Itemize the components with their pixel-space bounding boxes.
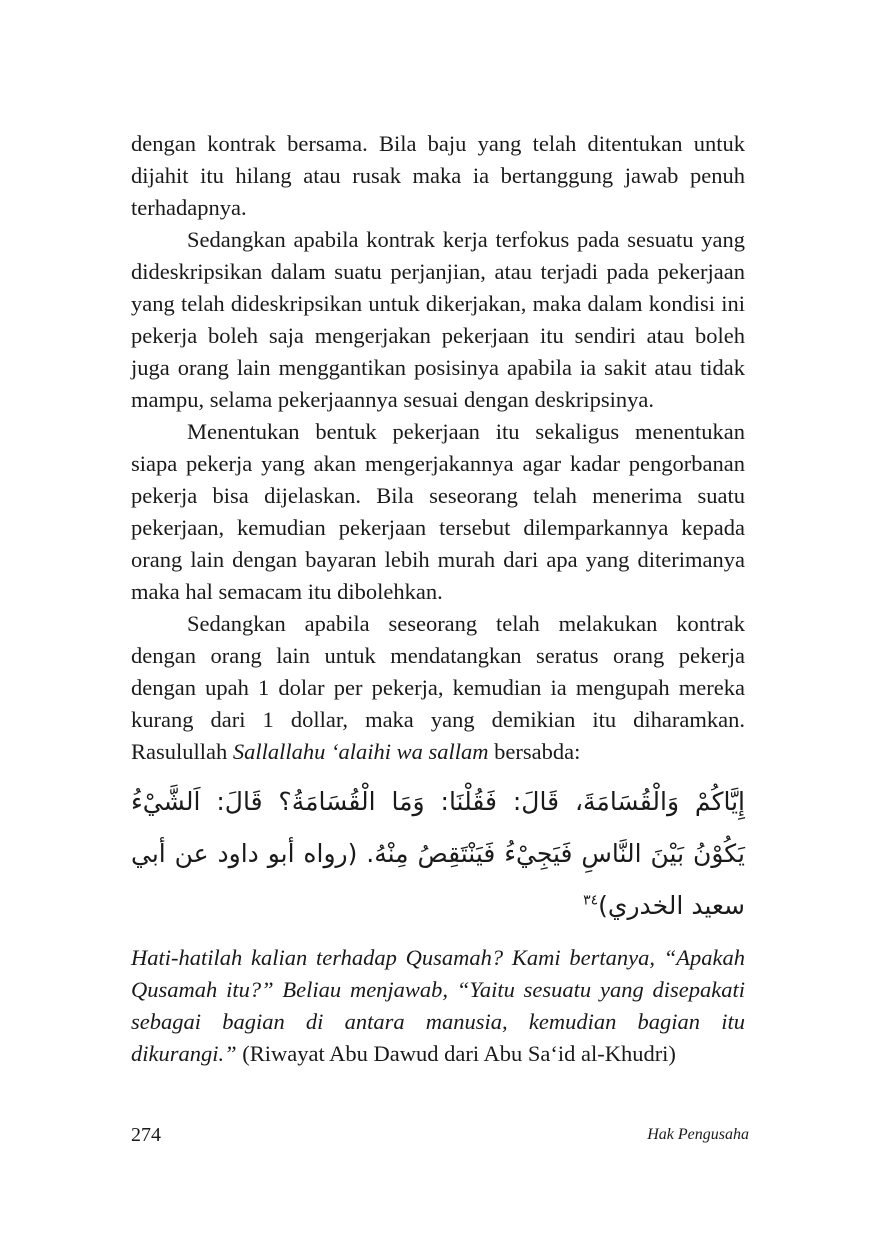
hadith-translation — [131, 942, 745, 1070]
paragraph-1: dengan kontrak bersama. Bila baju yang telah ditentukan untuk dijahit itu hilang atau rusak maka ia bertanggung jawab penuh terhadapnya. — [131, 131, 745, 220]
paragraph-4 — [131, 608, 745, 768]
paragraph-3: Menentukan bentuk pekerjaan itu sekaligus menentukan siapa pekerja yang akan mengerjakannya agar kadar pengorbanan pekerja bisa dijelaskan. Bila seseorang telah menerima suatu pekerjaan, kemudian pekerjaan tersebut dilemparkannya kepada orang lain dengan bayaran lebih murah dari apa yang diterimanya maka hal semacam itu dibolehkan. — [131, 419, 745, 604]
paragraph-4-text-after: bersabda: — [488, 739, 581, 764]
translation-italic: Hati-hatilah kalian terhadap Qusamah? Kami bertanya, “Apakah Qusamah itu?” Beliau menjawab, “Yaitu sesuatu yang disepakati sebagai bagian di antara manusia, kemudian bagian itu dikurangi.” — [131, 945, 745, 1066]
page-number: 274 — [131, 1124, 161, 1146]
paragraph-4-italic: Sallallahu ‘alaihi wa sallam — [232, 739, 489, 764]
page-footer — [131, 1124, 749, 1154]
hadith-arabic-text: إِيَّاكُمْ وَالْقُسَامَةَ، قَالَ: فَقُلْنَا: وَمَا الْقُسَامَةُ؟ قَالَ: اَلشَّيْءُ يَكُوْنُ بَيْنَ النَّاسِ فَيَجِيْءُ فَيَنْتَقِصُ مِنْهُ. (رواه أبو داود عن أبي سعيد الخدري) — [131, 787, 745, 920]
running-title: Hak Pengusaha — [647, 1126, 749, 1143]
paragraph-2: Sedangkan apabila kontrak kerja terfokus pada sesuatu yang dideskripsikan dalam suatu perjanjian, atau terjadi pada pekerjaan yang telah dideskripsikan untuk dikerjakan, maka dalam kondisi ini pekerja boleh saja mengerjakan pekerjaan itu sendiri atau boleh juga orang lain menggantikan posisinya apabila ia sakit atau tidak mampu, selama pekerjaannya sesuai dengan deskripsinya. — [131, 227, 745, 412]
paragraph-4-text-before: Sedangkan apabila seseorang telah melakukan kontrak dengan orang lain untuk mendatangkan seratus orang pekerja dengan upah 1 dolar per pekerja, kemudian ia mengupah mereka kurang dari 1 dollar, maka yang demikian itu diharamkan. Rasulullah — [131, 611, 745, 764]
footnote-marker: ٣٤ — [583, 892, 599, 909]
translation-source: (Riwayat Abu Dawud dari Abu Sa‘id al-Khudri) — [236, 1041, 676, 1066]
page-body — [131, 128, 745, 1070]
hadith-arabic — [131, 776, 745, 932]
